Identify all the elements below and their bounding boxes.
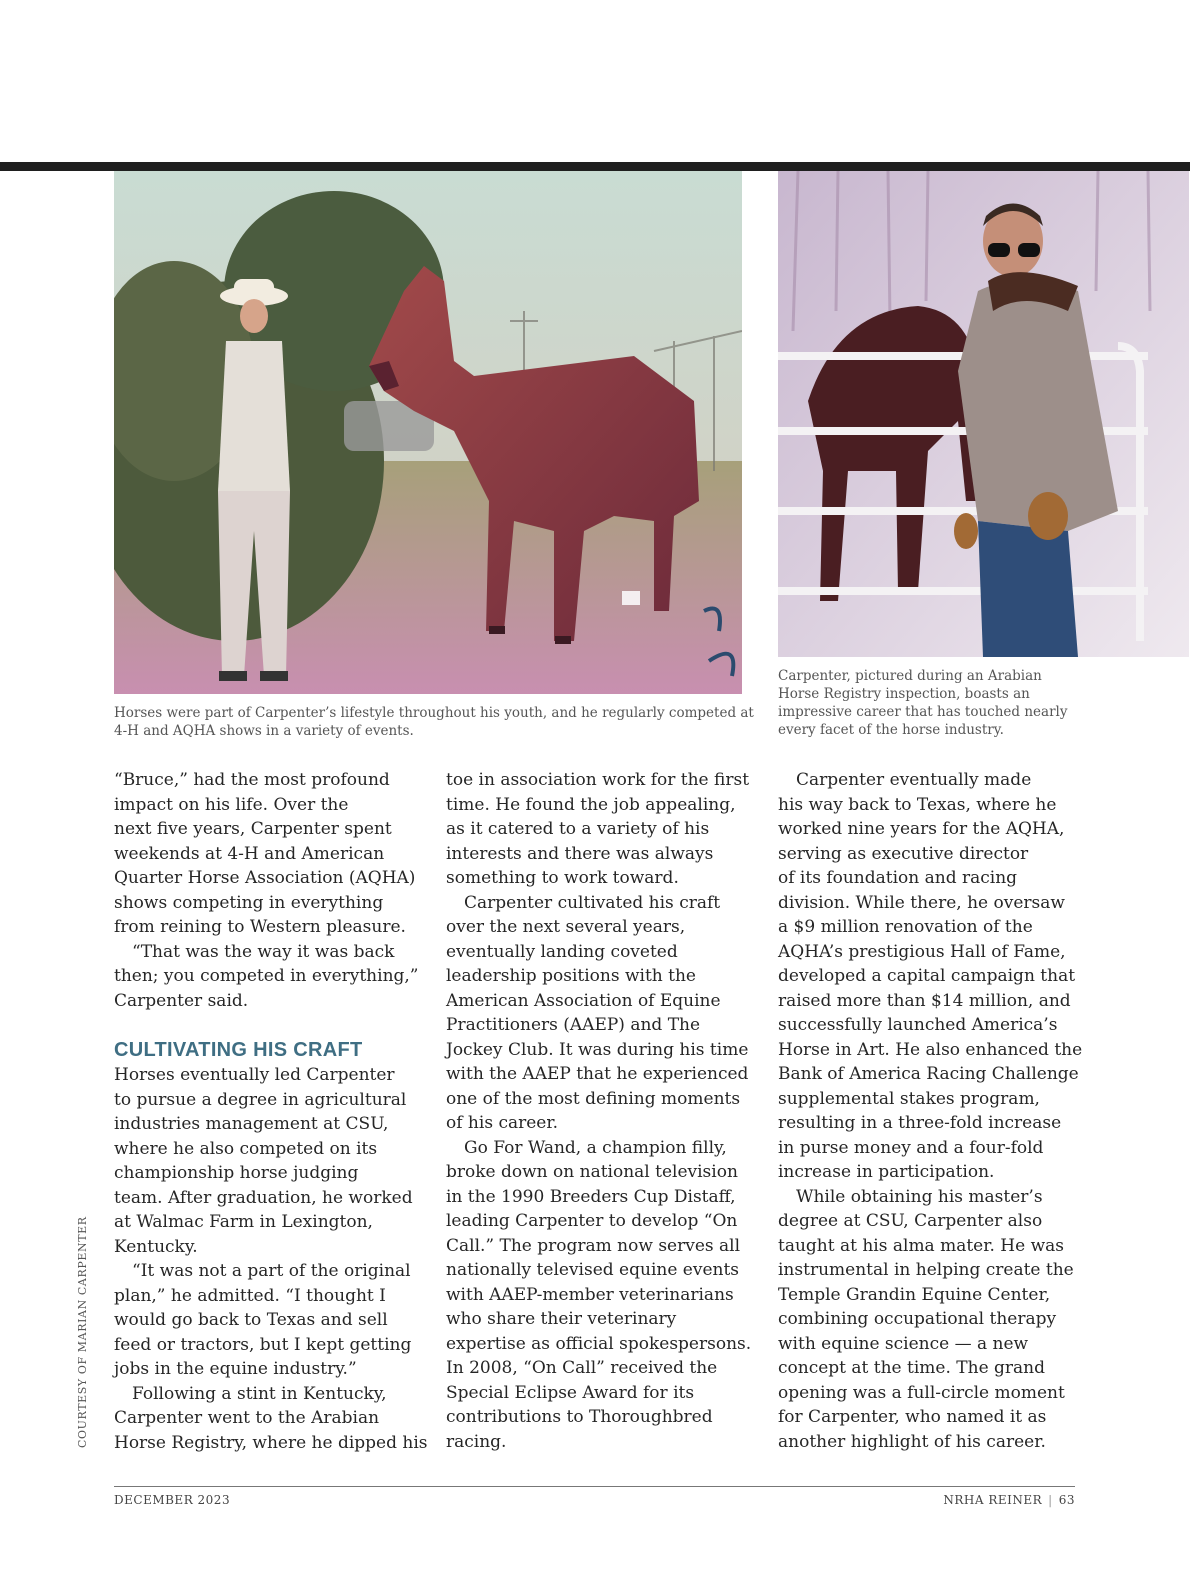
section-heading: CULTIVATING HIS CRAFT xyxy=(114,1039,363,1061)
article-column-2 xyxy=(446,768,756,1454)
paragraph: Carpenter cultivated his craft over the next several years, eventually landing coveted leadership positions with the American Association of Equine Practitioners (AAEP) and The Jockey Club. It was during his time with the AAEP that he experienced one of the most defining moments of his career. xyxy=(446,892,749,1133)
horse-show-caption: Horses were part of Carpenter’s lifestyle throughout his youth, and he regularly competed at 4-H and AQHA shows in a variety of events. xyxy=(114,705,754,739)
folio xyxy=(943,1493,1075,1507)
footer-rule xyxy=(114,1486,1075,1487)
paragraph: “That was the way it was back then; you competed in everything,” Carpenter said. xyxy=(114,941,419,1011)
paragraph: “It was not a part of the original plan,” he admitted. “I thought I would go back to Texas and sell feed or tractors, but I kept getting jobs in the equine industry.” xyxy=(114,1261,412,1379)
paragraph: Go For Wand, a champion filly, broke down on national television in the 1990 Breeders Cup Distaff, leading Carpenter to develop “On Call.” The program now serves all nationally televised equine events with AAEP-member veterinarians who share their veterinary expertise as official spokespersons. In 2008, “On Call” received the Special Eclipse Award for its contributions to Thoroughbred racing. xyxy=(446,1137,752,1452)
issue-date: DECEMBER 2023 xyxy=(114,1493,231,1507)
folio-separator: | xyxy=(1048,1493,1053,1507)
arabian-inspection-caption: Carpenter, pictured during an Arabian Horse Registry inspection, boasts an impressive career that has touched nearly every facet of the horse industry. xyxy=(778,668,1068,738)
magazine-name: NRHA REINER xyxy=(943,1493,1043,1507)
arabian-inspection-photo xyxy=(778,171,1189,657)
horse-show-photo xyxy=(114,171,742,694)
paragraph: “Bruce,” had the most profound impact on his life. Over the next five years, Carpenter spent weekends at 4-H and American Quarter Horse Association (AQHA) shows competing in everything from reining to Western pleasure. xyxy=(114,770,416,937)
paragraph: Following a stint in Kentucky, Carpenter went to the Arabian Horse Registry, where he dipped his xyxy=(114,1383,428,1453)
top-rule xyxy=(0,162,1190,171)
paragraph: Horses eventually led Carpenter to pursue a degree in agricultural industries management at CSU, where he also competed on its championship horse judging team. After graduation, he worked at Walmac Farm in Lexington, Kentucky. xyxy=(114,1065,413,1257)
paragraph: While obtaining his master’s degree at CSU, Carpenter also taught at his alma mater. He was instrumental in helping create the Temple Grandin Equine Center, combining occupational therapy with equine science — a new concept at the time. The grand opening was a full-circle moment for Carpenter, who named it as another highlight of his career. xyxy=(778,1186,1074,1452)
paragraph: toe in association work for the first time. He found the job appealing, as it catered to a variety of his interests and there was always something to work toward. xyxy=(446,770,750,888)
photo-credit: COURTESY OF MARIAN CARPENTER xyxy=(76,1216,89,1448)
page-number: 63 xyxy=(1058,1493,1075,1507)
article-column-3 xyxy=(778,768,1088,1454)
article-column-1 xyxy=(114,768,428,1455)
paragraph: Carpenter eventually made his way back to Texas, where he worked nine years for the AQHA, serving as executive director of its foundation and racing division. While there, he oversaw a $9 million renovation of the AQHA’s prestigious Hall of Fame, developed a capital campaign that raised more than $14 million, and successfully launched America’s Horse in Art. He also enhanced the Bank of America Racing Challenge supplemental stakes program, resulting in a three-fold increase in purse money and a four-fold increase in participation. xyxy=(778,770,1083,1182)
